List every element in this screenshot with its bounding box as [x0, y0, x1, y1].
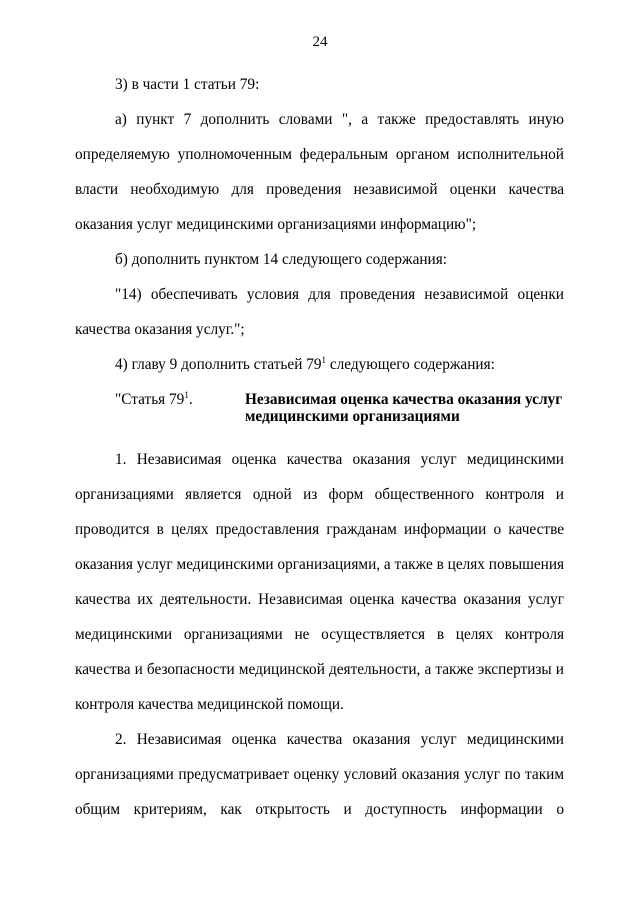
paragraph-line: 2. Независимая оценка качества оказания услуг медицинскими — [115, 731, 564, 748]
paragraph-line: а) пункт 7 дополнить словами ", а также предоставлять иную — [115, 111, 564, 128]
paragraph-line: проводится в целях предоставления гражданам информации о качестве — [75, 521, 564, 538]
superscript: 1 — [184, 390, 189, 400]
paragraph-line: оказания услуг медицинскими организациями информацию"; — [75, 216, 477, 233]
paragraph-line: качества и безопасности медицинской деятельности, а также экспертизы и — [75, 661, 564, 678]
amendment-item-a — [75, 111, 564, 233]
article-title-line: медицинскими организациями — [245, 408, 460, 425]
paragraph-line: медицинскими организациями не осуществляется в целях контроля — [75, 626, 564, 643]
paragraph-line: качества их деятельности. Независимая оценка качества оказания услуг — [75, 591, 564, 608]
article-heading — [75, 391, 564, 425]
paragraph-line: общим критериям, как открытость и доступность информации о — [75, 801, 564, 818]
amendment-item-3: 3) в части 1 статьи 79: — [115, 76, 260, 93]
paragraph-line: 1. Независимая оценка качества оказания услуг медицинскими — [115, 451, 564, 468]
paragraph-line: организациями является одной из форм общественного контроля и — [75, 486, 564, 503]
amendment-item-4 — [75, 356, 564, 373]
article-title — [245, 391, 562, 425]
superscript: 1 — [321, 355, 327, 365]
article-title-line: Независимая оценка качества оказания услуг — [245, 391, 563, 408]
page-number: 24 — [312, 34, 328, 50]
article-paragraph-1 — [75, 451, 564, 713]
paragraph-text: следующего содержания: — [326, 356, 495, 373]
article-label: "Статья $79^1$. — [115, 390, 193, 408]
article-paragraph-2 — [75, 731, 564, 818]
paragraph-line: определяемую уполномоченным федеральным органом исполнительной — [75, 146, 564, 163]
paragraph-line: оказания услуг медицинскими организациями, а также в целях повышения — [75, 556, 565, 573]
paragraph-line: организациями предусматривает оценку условий оказания услуг по таким — [75, 766, 564, 783]
paragraph-line: власти необходимую для проведения независимой оценки качества — [75, 181, 564, 198]
quoted-item-14 — [75, 286, 564, 338]
paragraph-line: "14) обеспечивать условия для проведения независимой оценки — [115, 286, 564, 303]
paragraph-line: качества оказания услуг."; — [75, 321, 245, 338]
amendment-item-b: б) дополнить пунктом 14 следующего содержания: — [115, 251, 448, 268]
document-body — [75, 76, 564, 818]
paragraph-line: контроля качества медицинской помощи. — [75, 696, 344, 713]
paragraph-text: 4) главу 9 дополнить статьей 79 — [115, 356, 322, 373]
